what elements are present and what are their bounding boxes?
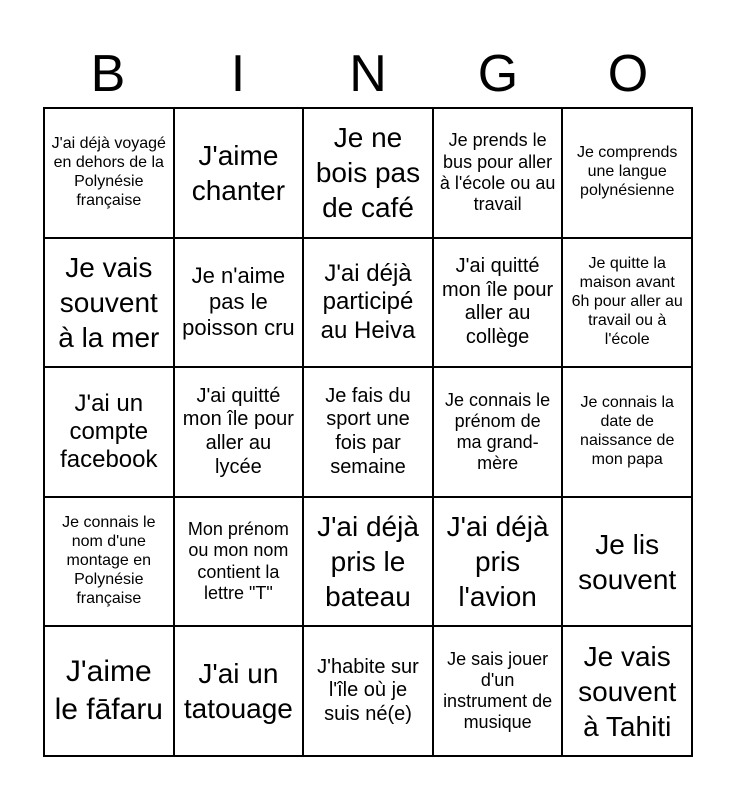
cell-text: Je comprends une langue polynésienne bbox=[576, 144, 678, 200]
cell-text: Mon prénom ou mon nom contient la lettre "T" bbox=[187, 519, 289, 603]
bingo-cell[interactable] bbox=[304, 498, 434, 628]
header-letter-n: N bbox=[349, 45, 387, 103]
cell-text: J'ai déjà voyagé en dehors de la Polynésie française bbox=[51, 135, 166, 209]
cell-text: J'ai un tatouage bbox=[183, 658, 293, 725]
cell-text: J'aime chanter bbox=[191, 139, 286, 206]
bingo-cell[interactable] bbox=[434, 239, 564, 369]
bingo-cell[interactable] bbox=[175, 109, 305, 239]
cell-text: J'ai déjà pris l'avion bbox=[446, 511, 549, 613]
bingo-cell[interactable] bbox=[563, 498, 693, 628]
bingo-cell[interactable] bbox=[563, 627, 693, 757]
bingo-cell[interactable] bbox=[304, 627, 434, 757]
bingo-grid bbox=[43, 107, 693, 757]
bingo-cell[interactable] bbox=[304, 368, 434, 498]
bingo-cell[interactable] bbox=[434, 627, 564, 757]
cell-text: J'ai un compte facebook bbox=[60, 389, 158, 474]
bingo-cell[interactable] bbox=[563, 368, 693, 498]
header-letter-o: O bbox=[607, 45, 649, 103]
bingo-cell[interactable] bbox=[175, 239, 305, 369]
bingo-cell[interactable] bbox=[563, 239, 693, 369]
cell-text: J'ai déjà pris le bateau bbox=[317, 511, 419, 613]
bingo-cell[interactable] bbox=[45, 109, 175, 239]
cell-text: Je fais du sport une fois par semaine bbox=[325, 384, 411, 478]
header-letter-b: B bbox=[90, 45, 126, 103]
cell-text: Je connais le prénom de ma grand-mère bbox=[445, 389, 551, 474]
cell-text: Je ne bois pas de café bbox=[315, 122, 421, 224]
cell-text: J'ai quitté mon île pour aller au collège bbox=[442, 255, 554, 348]
cell-text: Je connais la date de naissance de mon papa bbox=[580, 394, 675, 468]
bingo-cell[interactable] bbox=[434, 109, 564, 239]
cell-text: Je lis souvent bbox=[578, 528, 677, 595]
bingo-cell[interactable] bbox=[45, 239, 175, 369]
cell-text: Je sais jouer d'un instrument de musique bbox=[443, 648, 553, 733]
header-letter-g: G bbox=[477, 45, 519, 103]
bingo-cell[interactable] bbox=[434, 498, 564, 628]
bingo-cell[interactable] bbox=[304, 109, 434, 239]
bingo-cell[interactable] bbox=[175, 368, 305, 498]
bingo-cell[interactable] bbox=[304, 239, 434, 369]
bingo-cell[interactable] bbox=[175, 627, 305, 757]
cell-text: J'aime le fāfaru bbox=[54, 655, 163, 727]
cell-text: Je n'aime pas le poisson cru bbox=[182, 263, 295, 341]
cell-text: J'ai déjà participé au Heiva bbox=[320, 259, 416, 344]
bingo-cell[interactable] bbox=[45, 368, 175, 498]
bingo-header bbox=[43, 40, 693, 108]
bingo-cell[interactable] bbox=[45, 627, 175, 757]
cell-text: Je connais le nom d'une montage en Polynésie française bbox=[62, 514, 156, 607]
cell-text: J'habite sur l'île où je suis né(e) bbox=[317, 655, 419, 725]
header-letter-i: I bbox=[230, 45, 246, 103]
cell-text: Je vais souvent à Tahiti bbox=[578, 640, 677, 742]
bingo-cell[interactable] bbox=[563, 109, 693, 239]
bingo-cell[interactable] bbox=[434, 368, 564, 498]
bingo-cell[interactable] bbox=[45, 498, 175, 628]
cell-text: Je quitte la maison avant 6h pour aller au travail ou à l'école bbox=[571, 255, 683, 348]
cell-text: Je vais souvent à la mer bbox=[58, 251, 160, 353]
bingo-cell[interactable] bbox=[175, 498, 305, 628]
cell-text: Je prends le bus pour aller à l'école ou au travail bbox=[439, 130, 556, 215]
cell-text: J'ai quitté mon île pour aller au lycée bbox=[182, 384, 294, 478]
